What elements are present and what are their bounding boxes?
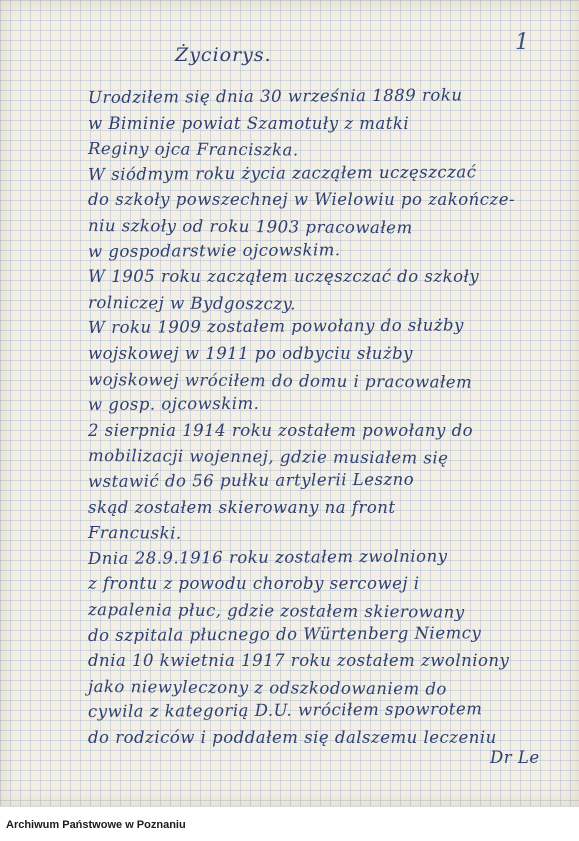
text-line: do szpitala płucnego do Würtenberg Niemcy [87, 622, 482, 645]
text-line: 2 sierpnia 1914 roku zostałem powołany do [88, 420, 474, 440]
text-line: wstawić do 56 pułku artylerii Leszno [87, 469, 415, 491]
text-line: W roku 1909 zostałem powołany do służby [87, 315, 464, 338]
text-line: Urodziłem się dnia 30 września 1889 roku [87, 85, 463, 107]
document-title: Życiorys. [175, 44, 272, 66]
text-line: Reginy ojca Franciszka. [87, 139, 299, 160]
archive-footer [0, 806, 579, 841]
text-line: skąd zostałem skierowany na front [88, 497, 396, 517]
text-line: mobilizacji wojennej, gdzie musiałem się [87, 446, 449, 468]
text-line: niu szkoły od roku 1903 pracowałem [87, 216, 413, 238]
text-line: wojskowej w 1911 po odbyciu służby [88, 344, 413, 363]
text-line: do szkoły powszechnej w Wielowiu po zakończe- [88, 190, 516, 210]
text-line: cywila z kategorią D.U. wróciłem spowrotem [87, 699, 483, 722]
archive-name: Archiwum Państwowe w Poznaniu [6, 819, 186, 831]
text-line: jako niewyleczony z odszkodowaniem do [87, 676, 447, 699]
text-line: do rodziców i poddałem się dalszemu leczeniu [88, 728, 497, 747]
text-line: w gospodarstwie ojcowskim. [87, 239, 341, 261]
text-line: W 1905 roku zacząłem uczęszczać do szkoły [88, 267, 480, 287]
text-line: rolniczej w Bydgoszczy. [87, 292, 296, 314]
text-line: w Biminie powiat Szamotuły z matki [88, 113, 410, 133]
text-line: Dnia 28.9.1916 roku zostałem zwolniony [87, 546, 448, 568]
continuation-mark: Dr Le [490, 747, 540, 767]
page-number: 1 [515, 30, 529, 55]
text-line: dnia 10 kwietnia 1917 roku zostałem zwolniony [88, 651, 510, 671]
text-line: z frontu z powodu choroby sercowej i [88, 574, 420, 594]
text-line: zapalenia płuc, gdzie zostałem skierowany [87, 600, 465, 622]
text-line: Francuski. [87, 523, 182, 543]
text-line: W siódmym roku życia zacząłem uczęszczać [87, 162, 477, 184]
text-line: wojskowej wróciłem do domu i pracowałem [87, 369, 473, 392]
text-line: w gosp. ojcowskim. [87, 393, 260, 415]
